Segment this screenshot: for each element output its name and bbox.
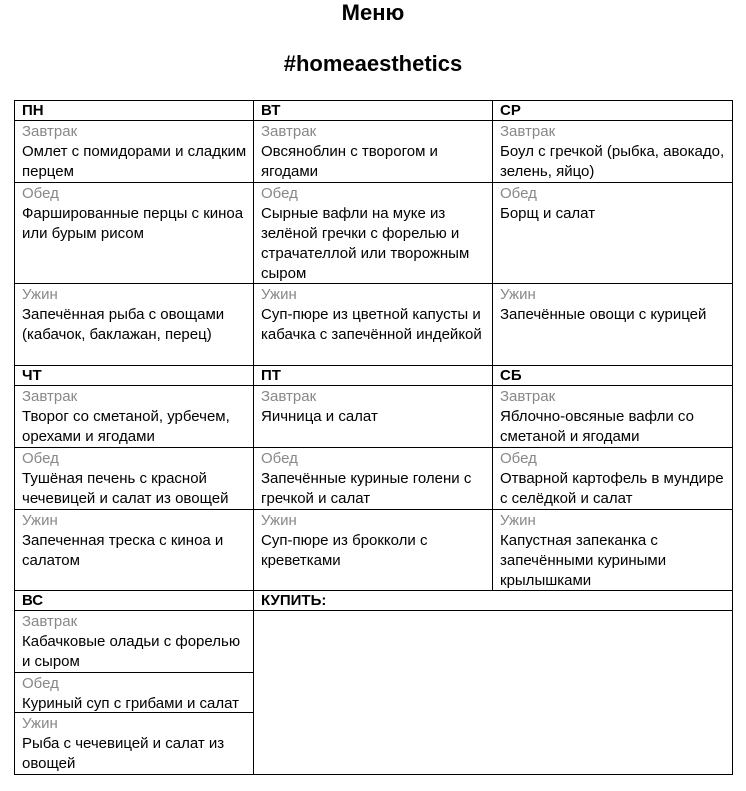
meal-text: Фаршированные перцы с киноа или бурым рисом bbox=[22, 205, 244, 242]
table-border-line bbox=[14, 120, 733, 121]
meal-label: Обед bbox=[22, 675, 59, 692]
meal-cell-wed-dinner bbox=[493, 284, 732, 366]
meal-cell-fri-lunch bbox=[254, 448, 493, 510]
meal-text: Кабачковые оладьи с форелью и сыром bbox=[22, 633, 241, 670]
table-border-line bbox=[14, 774, 733, 775]
meal-cell-fri-dinner bbox=[254, 510, 493, 591]
table-border-line bbox=[14, 712, 254, 713]
meal-text: Яблочно-овсяные вафли со сметаной и ягодами bbox=[500, 408, 694, 445]
meal-label: Завтрак bbox=[500, 388, 556, 405]
meal-label: Завтрак bbox=[261, 123, 317, 140]
meal-text: Отварной картофель в мундире с селёдкой и салат bbox=[500, 470, 724, 507]
meal-cell-mon-breakfast bbox=[15, 121, 254, 183]
meal-label: Ужин bbox=[261, 286, 297, 303]
meal-cell-tue-lunch bbox=[254, 183, 493, 284]
meal-text: Овсяноблин с творогом и ягодами bbox=[261, 143, 438, 180]
table-border-line bbox=[14, 509, 733, 510]
meal-cell-tue-dinner bbox=[254, 284, 493, 366]
meal-cell-thu-breakfast bbox=[15, 386, 254, 448]
meal-label: Ужин bbox=[22, 286, 58, 303]
day-header-tue: ВТ bbox=[261, 102, 281, 119]
meal-cell-wed-lunch bbox=[493, 183, 732, 284]
meal-text: Тушёная печень с красной чечевицей и салат из овощей bbox=[22, 470, 229, 507]
meal-label: Ужин bbox=[500, 286, 536, 303]
meal-label: Завтрак bbox=[22, 388, 78, 405]
page-subtitle: #homeaesthetics bbox=[283, 51, 463, 76]
day-header-fri: ПТ bbox=[261, 367, 281, 384]
meal-label: Завтрак bbox=[22, 123, 78, 140]
meal-cell-thu-dinner bbox=[15, 510, 254, 591]
table-border-line bbox=[492, 100, 493, 591]
meal-text: Запеченная треска с киноа и салатом bbox=[22, 532, 224, 569]
meal-cell-mon-lunch bbox=[15, 183, 254, 284]
day-header-sun: ВС bbox=[22, 592, 44, 609]
meal-label: Обед bbox=[22, 185, 59, 202]
table-border-line bbox=[14, 447, 733, 448]
meal-label: Обед bbox=[22, 450, 59, 467]
meal-text: Творог со сметаной, урбечем, орехами и ягодами bbox=[22, 408, 230, 445]
meal-label: Обед bbox=[500, 450, 537, 467]
meal-text: Суп-пюре из брокколи с креветками bbox=[261, 532, 428, 569]
meal-cell-thu-lunch bbox=[15, 448, 254, 510]
page-title: Меню bbox=[341, 0, 405, 25]
meal-label: Ужин bbox=[22, 715, 58, 732]
day-header-thu: ЧТ bbox=[22, 367, 42, 384]
meal-label: Ужин bbox=[22, 512, 58, 529]
meal-text: Запечённые овощи с курицей bbox=[500, 306, 707, 323]
meal-label: Обед bbox=[261, 450, 298, 467]
meal-label: Обед bbox=[500, 185, 537, 202]
table-border-line bbox=[14, 283, 733, 284]
meal-text: Сырные вафли на муке из зелёной гречки с форелью и страчателлой или творожным сыром bbox=[261, 205, 470, 282]
table-border-line bbox=[14, 365, 733, 366]
table-border-line bbox=[14, 100, 733, 101]
meal-cell-fri-breakfast bbox=[254, 386, 493, 448]
meal-label: Обед bbox=[261, 185, 298, 202]
meal-label: Завтрак bbox=[22, 613, 78, 630]
day-header-wed: СР bbox=[500, 102, 521, 119]
meal-text: Куриный суп с грибами и салат bbox=[22, 695, 240, 712]
table-border-line bbox=[14, 672, 254, 673]
meal-label: Завтрак bbox=[500, 123, 556, 140]
meal-cell-sun-dinner bbox=[15, 713, 254, 774]
meal-text: Запечённые куриные голени с гречкой и салат bbox=[261, 470, 472, 507]
meal-text: Запечённая рыба с овощами (кабачок, баклажан, перец) bbox=[22, 306, 225, 343]
table-border-line bbox=[14, 385, 733, 386]
meal-cell-mon-dinner bbox=[15, 284, 254, 366]
meal-cell-sat-lunch bbox=[493, 448, 732, 510]
meal-text: Суп-пюре из цветной капусты и кабачка с запечённой индейкой bbox=[261, 306, 482, 343]
meal-cell-sat-dinner bbox=[493, 510, 732, 591]
shopping-header: КУПИТЬ: bbox=[261, 592, 327, 609]
day-header-mon: ПН bbox=[22, 102, 44, 119]
meal-text: Омлет с помидорами и сладким перцем bbox=[22, 143, 247, 180]
table-border-line bbox=[732, 100, 733, 775]
meal-text: Боул с гречкой (рыбка, авокадо, зелень, яйцо) bbox=[500, 143, 725, 180]
meal-cell-sun-lunch bbox=[15, 673, 254, 713]
table-border-line bbox=[14, 610, 733, 611]
meal-text: Капустная запеканка с запечёнными куриными крылышками bbox=[500, 532, 667, 589]
table-border-line bbox=[253, 100, 254, 775]
table-border-line bbox=[14, 100, 15, 775]
shopping-list-area[interactable] bbox=[254, 611, 732, 774]
meal-label: Ужин bbox=[500, 512, 536, 529]
meal-label: Завтрак bbox=[261, 388, 317, 405]
meal-cell-sat-breakfast bbox=[493, 386, 732, 448]
meal-label: Ужин bbox=[261, 512, 297, 529]
meal-text: Яичница и салат bbox=[261, 408, 378, 425]
day-header-sat: СБ bbox=[500, 367, 522, 384]
meal-cell-wed-breakfast bbox=[493, 121, 732, 183]
meal-text: Рыба с чечевицей и салат из овощей bbox=[22, 735, 225, 772]
meal-text: Борщ и салат bbox=[500, 205, 596, 222]
table-border-line bbox=[14, 590, 733, 591]
meal-cell-tue-breakfast bbox=[254, 121, 493, 183]
meal-cell-sun-breakfast bbox=[15, 611, 254, 673]
table-border-line bbox=[14, 182, 733, 183]
